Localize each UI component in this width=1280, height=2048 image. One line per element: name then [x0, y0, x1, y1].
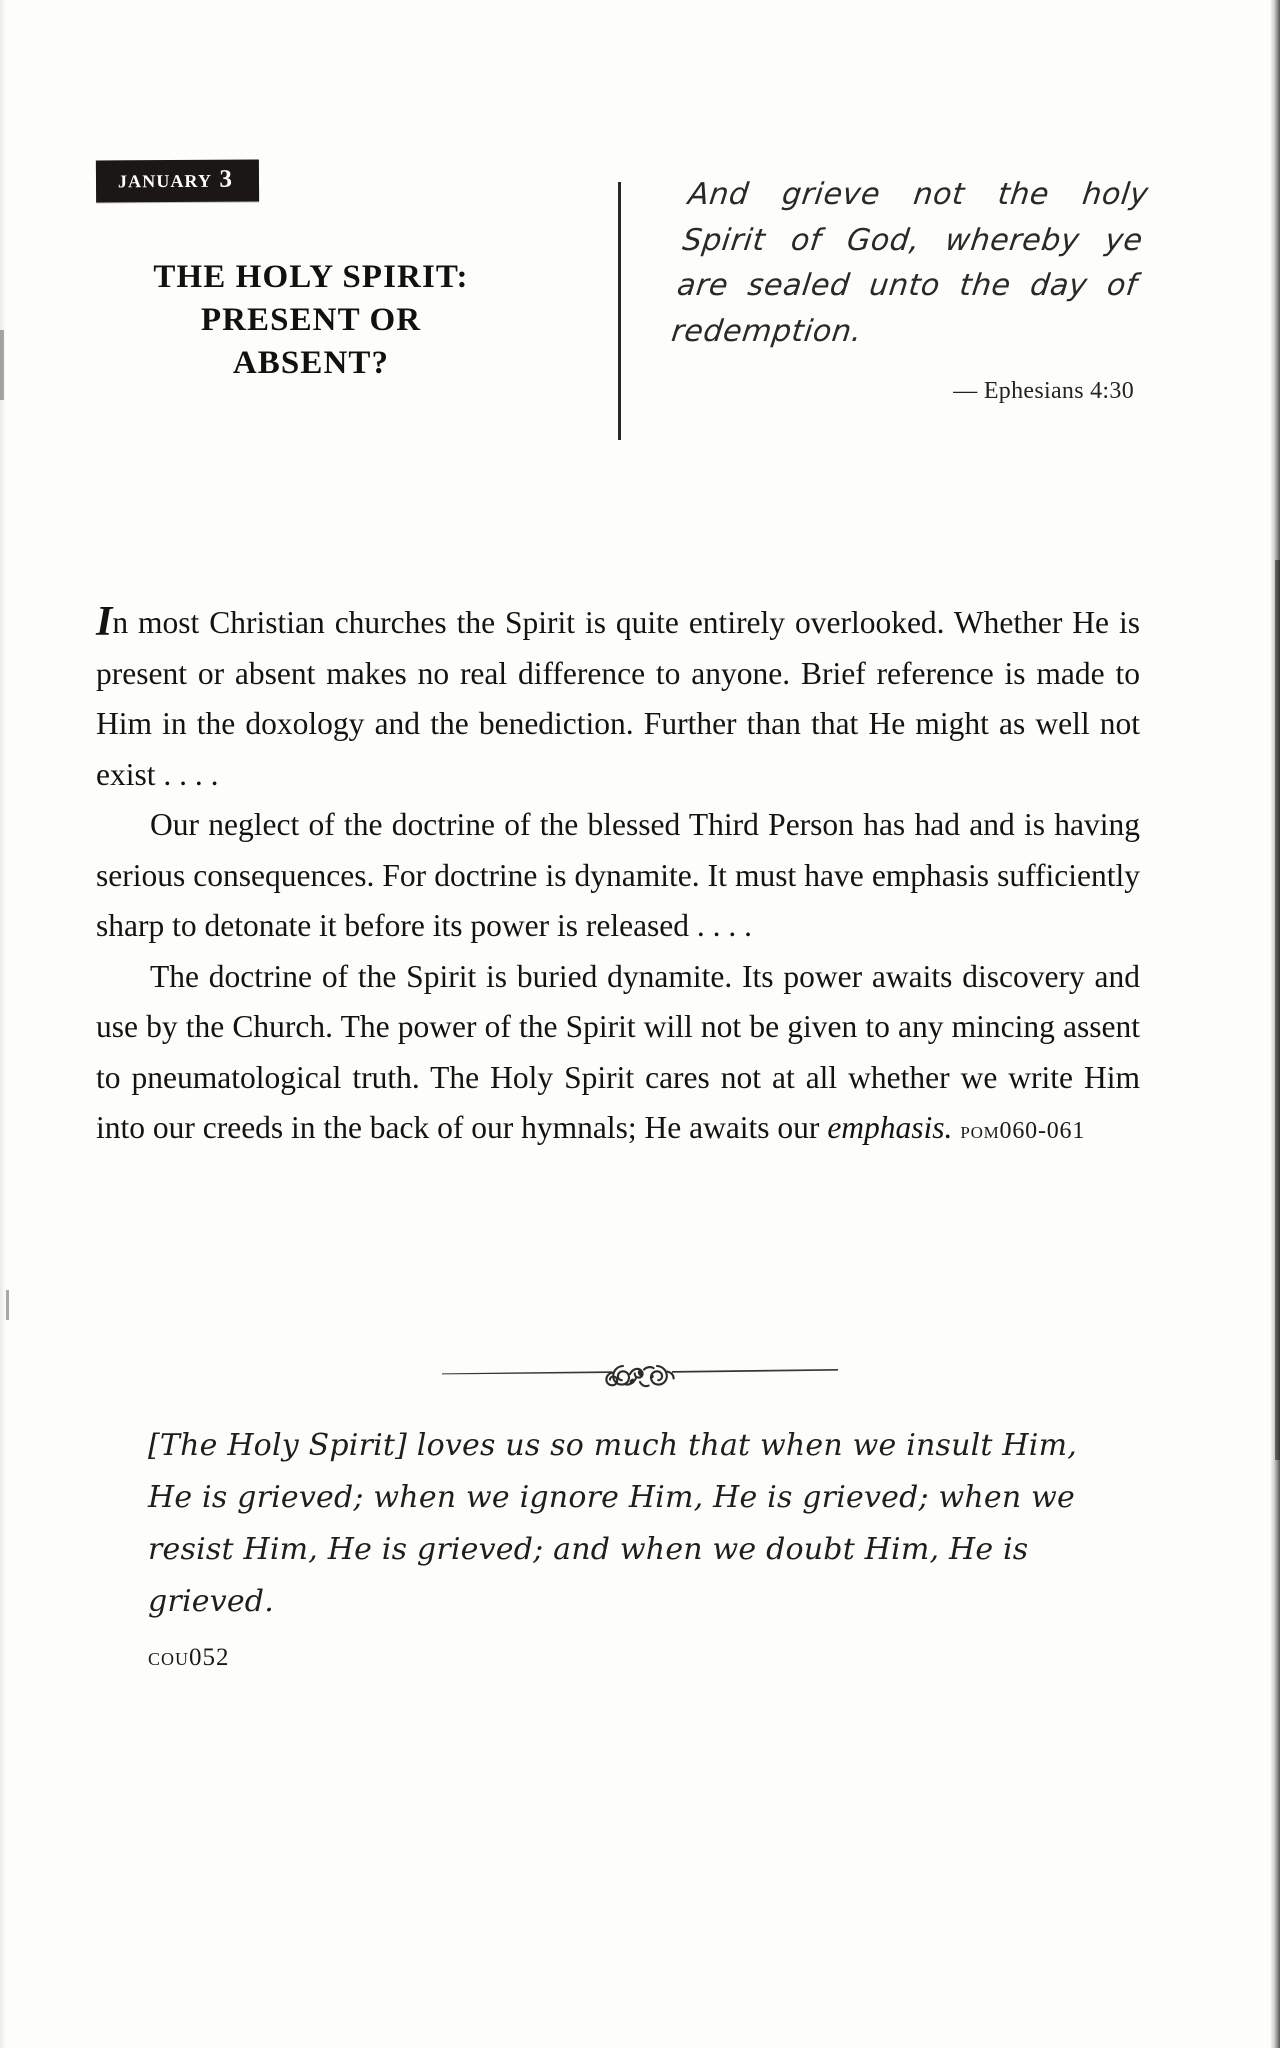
devotional-body — [96, 598, 1140, 1157]
body-emphasis-word: emphasis. — [827, 1110, 953, 1145]
entry-header — [0, 0, 1280, 460]
scrollwork-fleuron-icon — [440, 1352, 840, 1392]
scan-edge-right-inner — [1275, 560, 1280, 1460]
body-paragraph-text: n most Christian churches the Spirit is quite entirely overlooked. Whether He is present or absent makes no real difference to anyone. Brief reference is made to Him in the doxology and the benediction. Further than that He might as well not exist . . . . — [96, 605, 1140, 792]
closing-quote-block — [148, 1420, 1118, 1672]
header-vertical-divider — [618, 182, 621, 440]
entry-title-line-1: THE HOLY SPIRIT: — [153, 259, 469, 296]
drop-cap: I — [96, 599, 113, 645]
date-banner: january 3 — [96, 160, 259, 203]
scripture-block — [669, 172, 1151, 405]
scripture-text: And grieve not the holy Spirit of God, whereby ye are sealed unto the day of redemption. — [669, 177, 1151, 349]
body-paragraph-text: The doctrine of the Spirit is buried dynamite. Its power awaits discovery and use by the Church. The power of the Spirit will not be given to any mincing assent to pneumatological truth. The Holy Spirit cares not at all whether we write Him into our creeds in the back of our hymnals; He awaits our — [96, 958, 1140, 1145]
entry-header-left — [96, 160, 586, 385]
body-paragraph-text: Our neglect of the doctrine of the blessed Third Person has had and is having serious consequences. For doctrine is dynamite. It must have emphasis sufficiently sharp to detonate it before its power is released . . . . — [96, 807, 1140, 943]
body-paragraph — [96, 800, 1140, 952]
entry-title-line-2: PRESENT OR — [200, 302, 422, 339]
ornament-divider — [0, 1352, 1280, 1392]
scan-speck — [6, 1290, 9, 1320]
body-paragraph — [96, 952, 1140, 1157]
scripture-reference: — Ephesians 4:30 — [953, 378, 1134, 405]
entry-title-line-3: ABSENT? — [232, 345, 390, 382]
entry-title — [96, 256, 526, 385]
closing-source-code: cou052 — [148, 1644, 230, 1671]
closing-quote-text: [The Holy Spirit] loves us so much that when we insult Him, He is grieved; when we ignore Him, He is grieved; when we resist Him, He is grieved; and when we doubt Him, He is grieved. — [148, 1428, 1077, 1619]
body-paragraph — [96, 598, 1140, 800]
body-source-code: pom060-061 — [960, 1118, 1086, 1144]
